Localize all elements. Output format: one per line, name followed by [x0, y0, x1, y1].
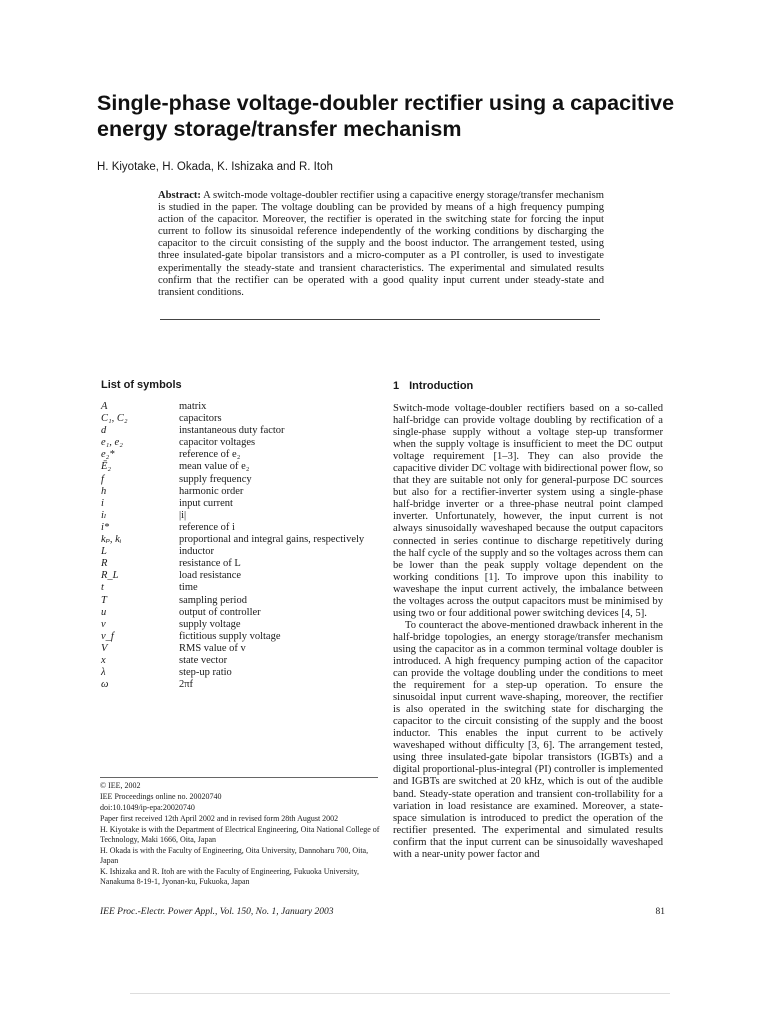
symbol-term: v — [101, 618, 106, 630]
symbol-row — [101, 667, 381, 679]
footnote-line: Paper first received 12th April 2002 and in revised form 28th August 2002 — [100, 814, 339, 823]
section-number: 1 — [393, 380, 400, 392]
symbol-definition: fictitious supply voltage — [179, 630, 281, 642]
symbol-definition: output of controller — [179, 606, 261, 618]
symbol-row — [101, 679, 381, 691]
symbol-row — [101, 655, 381, 667]
symbol-definition: proportional and integral gains, respectively — [179, 534, 365, 546]
symbol-row — [101, 522, 381, 534]
symbol-definition: 2πf — [179, 679, 194, 691]
symbol-definition: sampling period — [179, 594, 247, 606]
symbol-row — [101, 425, 381, 437]
symbol-row — [101, 546, 381, 558]
symbol-definition: load resistance — [179, 570, 242, 582]
symbol-term: L — [101, 546, 107, 558]
footnote-line: IEE Proceedings online no. 20020740 — [100, 792, 222, 801]
symbol-row — [101, 498, 381, 510]
symbol-row — [101, 570, 381, 582]
symbol-definition: capacitors — [179, 413, 222, 425]
symbol-definition: supply frequency — [179, 473, 252, 485]
symbol-term: i* — [101, 521, 110, 533]
symbol-row — [101, 582, 381, 594]
symbol-definition: |i| — [179, 509, 187, 521]
symbol-definition: instantaneous duty factor — [179, 425, 285, 437]
symbol-term: v_f — [101, 630, 114, 642]
symbol-row — [101, 631, 381, 643]
symbol-term: kₚ, kᵢ — [101, 534, 122, 546]
symbol-term: ω — [101, 679, 109, 691]
journal-citation: IEE Proc.-Electr. Power Appl., Vol. 150, No. 1, January 2003 — [100, 907, 334, 917]
footnote-line: H. Okada is with the Faculty of Engineering, Oita University, Dannoharu 700, Oita, Japan — [100, 846, 369, 865]
footnote-line: © IEE, 2002 — [100, 781, 141, 790]
footnote-divider — [100, 777, 378, 778]
symbol-definition: RMS value of v — [179, 642, 246, 654]
symbol-term: f — [101, 473, 104, 485]
symbols-heading: List of symbols — [101, 379, 182, 391]
intro-paragraph-2: To counteract the above-mentioned drawback inherent in the half-bridge topologies, an energy storage/transfer mechanism using the capacitor as in a common terminal voltage doubler is introduced. A high frequency pumping action of the capacitor can provide the voltage doubling under the conditions to meet the requirement for a step-up operation. To ensure the sinusoidal input current wave-shaping, moreover, the rectifier is also operated in the switching state for discharging the capacitor to the circuit consisting of the supply and the boost inductor. This enables the input current to be actively waveshaped without difficulty [3, 6]. The arrangement tested, using three insulated-gate bipolar transistors (IGBTs) and a digital proportional-plus-integral (PI) controller is implemented and IGBTs are switched at 20 kHz, which is out of the audible band. Steady-state operation and transient con-trollability for a variation in load resistance are examined. Moreover, a state-space simulation is introduced to predict the operation of the rectifier presented. The experimental and simulated results confirm that the input current can be sinusoidally waveshaped with a near-unity power factor and — [393, 619, 663, 860]
introduction-heading — [393, 380, 473, 392]
symbol-row — [101, 474, 381, 486]
page-footer — [100, 907, 665, 917]
symbol-row — [101, 401, 381, 413]
section-title: Introduction — [409, 380, 474, 392]
symbol-term: x — [101, 654, 106, 666]
abstract-text: A switch-mode voltage-doubler rectifier using a capacitive energy storage/transfer mechanism is studied in the paper. The voltage doubling can be provided by means of a high frequency pumping action of the capacitor. Moreover, the rectifier is operated in the switching state for forcing the input current to follow its sinusoidal reference independently of the working conditions by discharging the capacitor to the circuit consisting of the supply and the boost inductor. The arrangement tested, using three insulated-gate bipolar transistors and a micro-computer as a PI controller, is used to investigate experimentally the steady-state and transient characteristics. The experimental and simulated results confirm that the rectifier can be operated with a good quality input current under steady-state and transient conditions. — [158, 190, 604, 298]
symbol-definition: mean value of e₂ — [179, 461, 250, 473]
symbol-term: Ē₂ — [101, 461, 112, 473]
introduction-body — [393, 403, 663, 861]
abstract-label: Abstract: — [158, 190, 201, 201]
abstract-divider — [160, 319, 600, 320]
symbol-definition: harmonic order — [179, 485, 244, 497]
symbol-term: t — [101, 582, 104, 594]
abstract — [158, 190, 604, 299]
symbol-definition: supply voltage — [179, 618, 241, 630]
symbol-term: i — [101, 497, 104, 509]
symbol-definition: step-up ratio — [179, 667, 232, 679]
symbol-row — [101, 437, 381, 449]
symbol-definition: inductor — [179, 546, 214, 558]
footnote-line: doi:10.1049/ip-epa:20020740 — [100, 803, 195, 812]
paper-title: Single-phase voltage-doubler rectifier using a capacitive energy storage/transfer mechanism — [97, 91, 675, 141]
page-number: 81 — [655, 907, 665, 917]
symbol-row — [101, 486, 381, 498]
symbol-definition: state vector — [179, 654, 228, 666]
symbol-term: λ — [101, 667, 106, 679]
symbol-term: e₂* — [101, 449, 115, 461]
symbol-term: R — [101, 558, 108, 570]
symbol-definition: capacitor voltages — [179, 437, 256, 449]
symbol-term: iₗ — [101, 509, 107, 521]
symbol-term: d — [101, 425, 107, 437]
symbol-row — [101, 595, 381, 607]
author-list: H. Kiyotake, H. Okada, K. Ishizaka and R. Itoh — [97, 161, 333, 173]
symbol-term: A — [101, 401, 108, 412]
symbol-row — [101, 643, 381, 655]
intro-paragraph-1: Switch-mode voltage-doubler rectifiers based on a so-called half-bridge can provide voltage doubling by rectification of a single-phase supply without a voltage step-up transformer when the supply voltage is insufficient to meet the DC output voltage requirement [1–3]. They can also provide the capacitive divider DC voltage with bidirectional power flow, so that they are suitable not only for general-purpose DC sources but also for a rectifier-inverter system using a single-phase half-bridge inverter or a three-phase neutral point clamped inverter. Unfortunately, however, the input current is not always sinusoidally waveshaped because the output capacitors connected in series continue to discharge repetitively during the half cycle of the supply and so the voltages across them can be lower than the peak supply voltage dependent on the working conditions [1]. To improve upon this inability to waveshape the input current actively, the imbalance between the voltages across the output capacitors must be minimised by using two or four additional power switching devices [4, 5]. — [393, 403, 663, 619]
symbol-definition: resistance of L — [179, 558, 241, 570]
scan-edge-left — [130, 993, 400, 994]
footnotes — [100, 781, 380, 888]
symbol-row — [101, 619, 381, 631]
symbol-definition: reference of e₂ — [179, 449, 241, 461]
symbol-term: e₁, e₂ — [101, 437, 123, 449]
symbol-definition: reference of i — [179, 521, 235, 533]
footnote-line: H. Kiyotake is with the Department of Electrical Engineering, Oita National College of Technology, Maki 1666, Oita, Japan — [100, 825, 380, 844]
symbol-definition: input current — [179, 497, 233, 509]
symbol-term: C₁, C₂ — [101, 413, 128, 425]
symbol-term: T — [101, 594, 107, 606]
symbols-table — [101, 401, 381, 691]
symbol-definition: matrix — [179, 401, 207, 412]
symbol-term: h — [101, 485, 107, 497]
symbol-row — [101, 413, 381, 425]
symbol-row — [101, 534, 381, 546]
symbol-term: u — [101, 606, 107, 618]
scan-edge-right — [400, 993, 670, 994]
symbol-row — [101, 558, 381, 570]
symbol-row — [101, 461, 381, 473]
footnote-line: K. Ishizaka and R. Itoh are with the Faculty of Engineering, Fukuoka University, Nanakuma 8-19-1, Jyonan-ku, Fukuoka, Japan — [100, 867, 359, 886]
symbol-row — [101, 449, 381, 461]
symbol-term: R_L — [101, 570, 119, 582]
symbol-term: V — [101, 642, 108, 654]
symbol-definition: time — [179, 582, 198, 594]
symbol-row — [101, 510, 381, 522]
symbol-row — [101, 607, 381, 619]
